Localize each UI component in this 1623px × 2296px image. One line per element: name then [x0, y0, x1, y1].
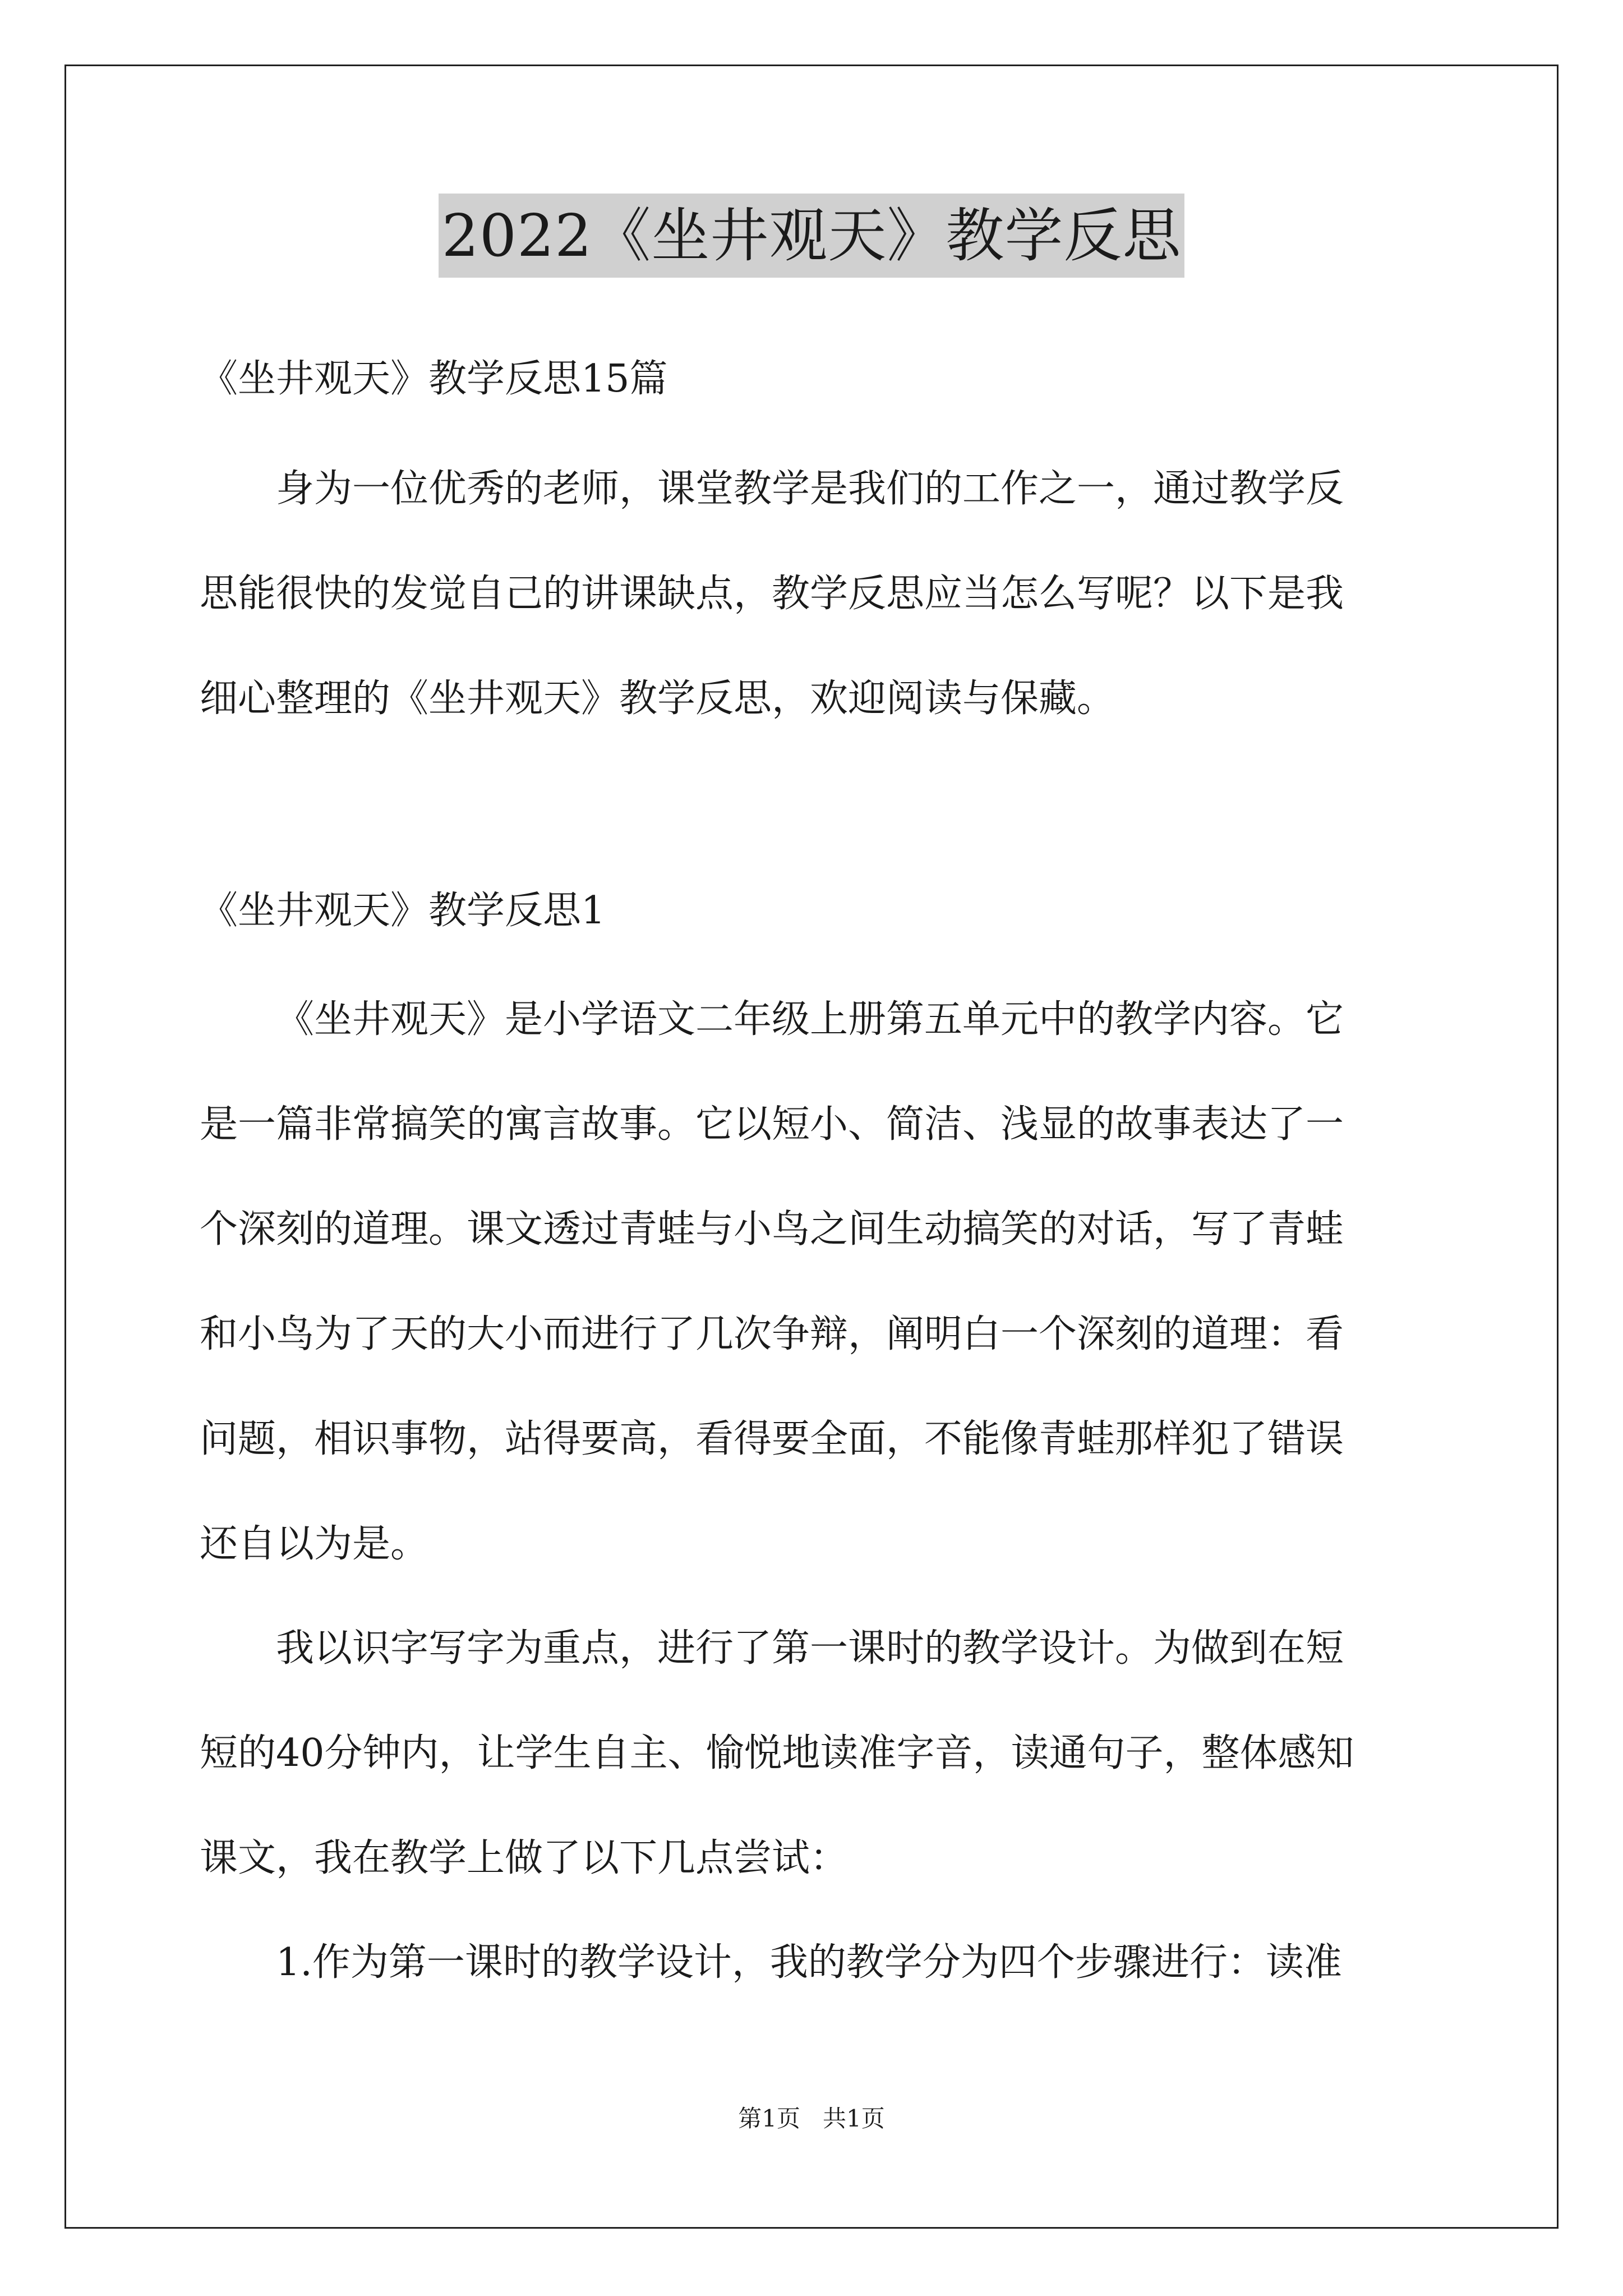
document-subtitle: 《坐井观天》教学反思15篇	[200, 357, 668, 401]
para1-line-3: 个深刻的道理。课文透过青蛙与小鸟之间生动搞笑的对话，写了青蛙	[200, 1207, 1344, 1251]
para3-line-1: 1.作为第一课时的教学设计，我的教学分为四个步骤进行：读准	[276, 1940, 1342, 1985]
para2-line-2: 短的40分钟内，让学生自主、愉悦地读准字音，读通句子，整体感知	[200, 1731, 1354, 1775]
para1-line-6: 还自以为是。	[200, 1522, 429, 1566]
para1-line-5: 问题，相识事物，站得要高，看得要全面，不能像青蛙那样犯了错误	[200, 1417, 1344, 1461]
title-container	[0, 194, 1623, 278]
para1-line-1: 《坐井观天》是小学语文二年级上册第五单元中的教学内容。它	[276, 997, 1344, 1042]
intro-line-3: 细心整理的《坐井观天》教学反思，欢迎阅读与保藏。	[200, 677, 1115, 721]
para1-line-2: 是一篇非常搞笑的寓言故事。它以短小、简洁、浅显的故事表达了一	[200, 1102, 1344, 1147]
document-title: 2022《坐井观天》教学反思	[439, 194, 1185, 278]
section-heading: 《坐井观天》教学反思1	[200, 889, 606, 933]
intro-line-2: 思能很快的发觉自己的讲课缺点，教学反思应当怎么写呢？以下是我	[200, 572, 1344, 616]
para2-line-3: 课文，我在教学上做了以下几点尝试：	[200, 1836, 849, 1880]
para1-line-4: 和小鸟为了天的大小而进行了几次争辩，阐明白一个深刻的道理：看	[200, 1312, 1344, 1356]
intro-line-1: 身为一位优秀的老师，课堂教学是我们的工作之一，通过教学反	[276, 467, 1344, 511]
page-footer: 第1页 共1页	[738, 2105, 885, 2132]
para2-line-1: 我以识字写字为重点，进行了第一课时的教学设计。为做到在短	[276, 1626, 1344, 1671]
